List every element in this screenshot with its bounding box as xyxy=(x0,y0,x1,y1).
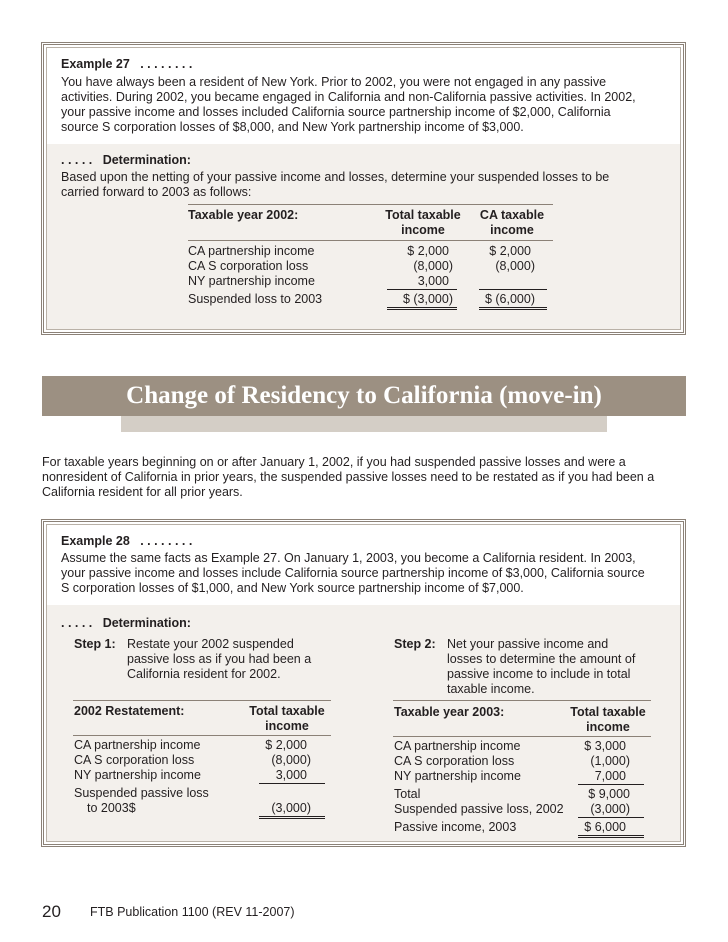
example-27-facts xyxy=(47,48,680,144)
example-title-text: Example 27 xyxy=(61,57,130,71)
example-27-line: your passive income and losses included California source partnership income of $2,000, California xyxy=(61,105,611,119)
right-table-row-label: Suspended passive loss, 2002 xyxy=(394,802,564,816)
table-row-value: (8,000) xyxy=(413,259,453,273)
right-total-double-underline xyxy=(578,835,644,838)
determination-line: Based upon the netting of your passive income and losses, determine your suspended losses to be xyxy=(61,170,610,184)
example-28-determination xyxy=(47,605,680,841)
determination-line: carried forward to 2003 as follows: xyxy=(61,185,252,199)
left-table-total-value: (3,000) xyxy=(271,801,311,815)
example-27-line: source S corporation losses of $8,000, and New York partnership income of $3,000. xyxy=(61,120,524,134)
table-col-total-taxable-2: income xyxy=(401,223,445,237)
right-table-row-value: (3,000) xyxy=(590,802,630,816)
example-27-determination xyxy=(47,144,680,329)
right-table-row-label: Total xyxy=(394,787,421,801)
determination-heading xyxy=(61,153,191,168)
left-table-row-value: (8,000) xyxy=(271,753,311,767)
left-table-top-rule xyxy=(73,700,331,701)
step-2-line: taxable income. xyxy=(447,682,535,696)
table-col-ca-taxable-2: income xyxy=(490,223,534,237)
left-table-col-total-2: income xyxy=(265,719,309,733)
right-subtotal-underline-2 xyxy=(578,817,644,818)
right-table-column-label: Taxable year 2003: xyxy=(394,705,505,719)
right-table-header-rule xyxy=(393,736,651,737)
example-28-inner xyxy=(46,524,681,842)
right-table-row-label: CA partnership income xyxy=(394,739,521,753)
step-1-line: passive loss as if you had been a xyxy=(127,652,312,666)
determination-dots: . . . . . xyxy=(61,616,93,630)
example-28-line: Assume the same facts as Example 27. On January 1, 2003, you become a California resident. In 2003, xyxy=(61,551,636,565)
example-28-title xyxy=(61,534,192,549)
intro-line: For taxable years beginning on or after January 1, 2002, if you had suspended passive losses and were a xyxy=(42,455,626,469)
right-table-col-total: Total taxable xyxy=(570,705,646,719)
table-total-label: Suspended loss to 2003 xyxy=(188,292,323,306)
section-title: Change of Residency to California (move-in) xyxy=(126,382,602,409)
left-table-row-label: CA partnership income xyxy=(74,738,201,752)
example-27-line: activities. During 2002, you became engaged in California and non-California passive activities. In 2002, xyxy=(61,90,636,104)
right-table-row-label: NY partnership income xyxy=(394,769,521,783)
title-dots: . . . . . . . . xyxy=(140,534,193,548)
table-row-value: 3,000 xyxy=(417,274,449,288)
right-table-col-total-2: income xyxy=(586,720,630,734)
table-total-value: $ (6,000) xyxy=(484,292,535,306)
step-1-line: California resident for 2002. xyxy=(127,667,281,681)
table-row-value: (8,000) xyxy=(495,259,535,273)
right-table-row-value: $ 9,000 xyxy=(588,787,630,801)
example-27-inner xyxy=(46,47,681,330)
right-table-row-value: (1,000) xyxy=(590,754,630,768)
determination-heading xyxy=(61,616,191,631)
left-table-column-label: 2002 Restatement: xyxy=(74,704,185,718)
step-2-line: losses to determine the amount of xyxy=(447,652,636,666)
left-table-col-total: Total taxable xyxy=(249,704,325,718)
intro-line: nonresident of California in prior years, the suspended passive losses need to be restated as if you had been a xyxy=(42,470,655,484)
left-table-header-rule xyxy=(73,735,331,736)
subtotal-underline xyxy=(479,289,547,290)
left-total-double-underline xyxy=(259,816,325,819)
table-row-label: CA S corporation loss xyxy=(188,259,309,273)
right-table-row-value: $ 3,000 xyxy=(584,739,626,753)
intro-line: California resident for all prior years. xyxy=(42,485,243,499)
left-table-total-label: Suspended passive loss xyxy=(74,786,209,800)
right-table-top-rule xyxy=(393,700,651,701)
table-header-rule xyxy=(188,240,553,241)
table-column-label: Taxable year 2002: xyxy=(188,208,299,222)
example-27-line: You have always been a resident of New York. Prior to 2002, you were not engaged in any passive xyxy=(61,75,607,89)
table-row-label: NY partnership income xyxy=(188,274,315,288)
banner-shadow xyxy=(121,416,607,432)
determination-title: Determination: xyxy=(102,616,191,630)
left-table-row-label: NY partnership income xyxy=(74,768,201,782)
right-table-row-label: Passive income, 2003 xyxy=(394,820,517,834)
table-row-value: $ 2,000 xyxy=(489,244,531,258)
step-1-line: Restate your 2002 suspended xyxy=(127,637,294,651)
step-1-label: Step 1: xyxy=(74,637,116,651)
determination-dots: . . . . . xyxy=(61,153,93,167)
left-table-row-value: $ 2,000 xyxy=(265,738,307,752)
example-28-box xyxy=(41,519,686,847)
determination-title: Determination: xyxy=(102,153,191,167)
table-total-value: $ (3,000) xyxy=(402,292,453,306)
right-table-row-value: 7,000 xyxy=(594,769,626,783)
left-subtotal-underline xyxy=(259,783,325,784)
step-2-label: Step 2: xyxy=(394,637,436,651)
table-col-ca-taxable: CA taxable xyxy=(479,208,545,222)
subtotal-underline xyxy=(387,289,457,290)
total-double-underline xyxy=(387,307,457,310)
left-table-row-label: CA S corporation loss xyxy=(74,753,195,767)
page-number: 20 xyxy=(42,902,61,921)
example-title-text: Example 28 xyxy=(61,534,130,548)
table-top-rule xyxy=(188,204,553,205)
right-table-total-value: $ 6,000 xyxy=(584,820,626,834)
step-2-line: passive income to include in total xyxy=(447,667,631,681)
step-2-line: Net your passive income and xyxy=(447,637,609,651)
right-table-row-label: CA S corporation loss xyxy=(394,754,515,768)
example-27-title xyxy=(61,57,192,72)
example-27-box xyxy=(41,42,686,335)
total-double-underline xyxy=(479,307,547,310)
left-table-total-label-2: to 2003$ xyxy=(87,801,136,815)
section-banner xyxy=(42,376,686,416)
table-col-total-taxable: Total taxable xyxy=(385,208,461,222)
title-dots: . . . . . . . . xyxy=(140,57,193,71)
publication-label: FTB Publication 1100 (REV 11-2007) xyxy=(90,905,295,919)
example-28-facts xyxy=(47,525,680,605)
right-subtotal-underline xyxy=(578,784,644,785)
table-row-label: CA partnership income xyxy=(188,244,315,258)
example-28-line: your passive income and losses include California source partnership income of $3,000, California source xyxy=(61,566,645,580)
example-28-line: S corporation losses of $1,000, and New York source partnership income of $7,000. xyxy=(61,581,524,595)
table-row-value: $ 2,000 xyxy=(407,244,449,258)
left-table-row-value: 3,000 xyxy=(275,768,307,782)
